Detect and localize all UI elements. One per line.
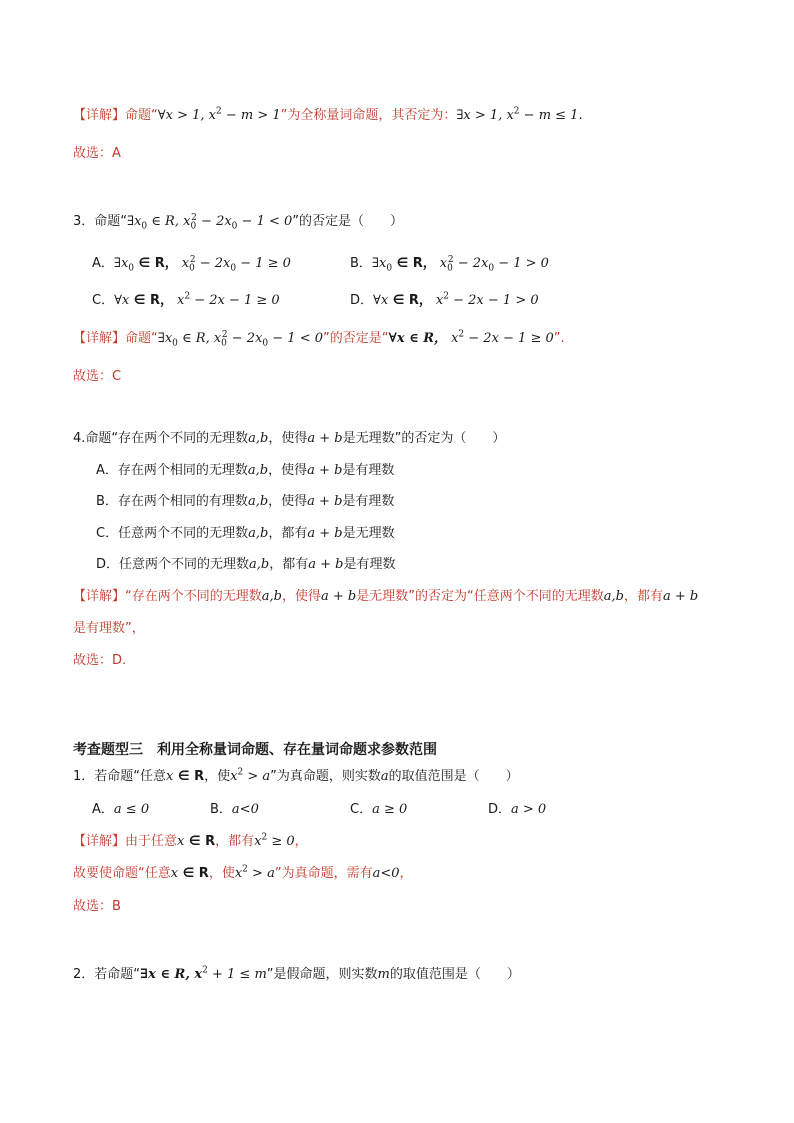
detail-line-s1 [73,106,583,126]
math-expr: ∃x [371,256,387,271]
detail-tag: 【详解】 [73,108,126,123]
math-expr: ∈ R， [129,293,173,308]
question-3-stem [73,212,403,232]
math-expr: a,b [247,494,269,509]
detail-line-p1 [73,832,308,852]
option-a[interactable] [96,461,394,481]
exponent: 2 [458,329,465,340]
math-expr: − 1 ≥ 0 [236,256,291,271]
subscript: 0 [447,263,453,274]
math-expr: − 2x [190,293,225,308]
math-expr: − m > 1 [221,108,281,123]
answer-s1: 故选：A [73,146,121,161]
stem-text: 的取值范围是（ ） [388,769,519,784]
exponent: 2 [242,864,248,875]
subscript: 0 [221,338,227,349]
option-c[interactable] [350,800,407,820]
detail-text: ”. [553,331,565,346]
detail-text: ”为真命题，需有 [274,866,373,881]
option-text: ，使得 [268,463,308,478]
answer-p1: 故选：B [73,899,121,914]
exponent: 2 [443,291,449,302]
math-expr: x [439,256,448,271]
option-label: A． [92,802,114,817]
detail-text: ”的否定是“ [323,331,389,346]
exponent: 2 [184,291,191,302]
detail-text: 命题“ [125,108,158,123]
math-expr: − 2x − 1 ≥ 0 [464,331,554,346]
math-expr: a,b [248,431,269,446]
math-expr: ∀x > 1, x [157,108,216,123]
math-expr: x [451,331,459,346]
detail-tag: 【详解】 [73,589,126,604]
math-expr: ∃x > 1, x [456,108,514,123]
option-label: C． [92,293,115,308]
math-expr: ∈ R， [134,256,178,271]
math-expr: a + b [321,589,357,604]
exponent: 2 [447,254,454,265]
math-expr: a,b [249,557,270,572]
option-d[interactable] [488,800,546,820]
stem-text: ”是假命题，则实数 [266,967,378,982]
option-label: A． [92,256,114,271]
stem-text: ，使得 [268,431,308,446]
option-label: B． [350,256,372,271]
exponent: 2 [215,106,222,117]
math-expr: − 1 > 0 [494,256,549,271]
math-expr: − 1 > 0 [483,293,539,308]
math-expr: x [234,866,243,881]
math-expr: ∈ R, x [177,331,222,346]
math-expr: − 2x [196,214,232,229]
stem-text: 的取值范围是（ ） [389,967,520,982]
option-b[interactable] [210,800,259,820]
math-expr: x [435,293,444,308]
exponent: 2 [202,965,208,976]
math-expr: ∃x [157,331,173,346]
detail-tag: 【详解】 [73,331,126,346]
math-expr: a<0 [372,866,400,881]
math-expr: > a [243,769,271,784]
stem-text: ”为真命题，则实数 [270,769,381,784]
subscript: 0 [230,263,237,274]
math-expr: a ≥ 0 [372,802,408,817]
math-expr: x [254,834,262,849]
detail-text: ， [294,834,308,849]
question-number: 2． [73,967,95,982]
detail-line-p1-cont [73,864,413,884]
option-text: 存在两个相同的无理数 [117,463,248,478]
detail-line-q3 [73,329,565,349]
math-expr: x [170,866,179,881]
exponent: 2 [191,212,197,223]
math-expr: − 1 < 0 [237,214,293,229]
option-d[interactable] [96,555,396,575]
detail-text: ，都有 [215,834,255,849]
option-b[interactable] [96,492,394,512]
option-c[interactable] [96,524,395,544]
math-expr: − 1 ≥ 0 [224,293,280,308]
math-expr: ∈ R, x [147,214,191,229]
math-expr: ∈ R [184,834,216,849]
math-expr: ∈ R [178,866,209,881]
stem-text: 命题“ [94,214,128,229]
math-expr: a + b [308,557,344,572]
stem-text: ”的否定是（ ） [292,214,404,229]
math-expr: − 2x [227,331,263,346]
option-label: D． [350,293,374,308]
question-number: 3． [73,214,95,229]
math-expr: a + b [307,463,343,478]
exponent: 2 [513,106,520,117]
math-expr: + 1 ≤ m [207,967,267,982]
stem-text: 是无理数”的否定为（ ） [342,431,506,446]
subscript: 0 [172,338,178,349]
option-text: ，使得 [268,494,308,509]
answer-q3: 故选：C [73,369,122,384]
detail-text: 命题“ [125,331,158,346]
math-expr: − 2x [453,256,489,271]
period: . [578,108,583,123]
option-label: C． [96,526,119,541]
detail-text: ，使得 [281,589,321,604]
stem-text: 4.命题“存在两个不同的无理数 [73,431,249,446]
subscript: 0 [189,263,195,274]
subscript: 0 [488,263,495,274]
detail-text: 故要使命题“任意 [73,866,171,881]
option-text: 存在两个相同的有理数 [117,494,248,509]
option-label: B． [96,494,118,509]
math-expr: a,b [261,589,282,604]
math-expr: x [166,769,174,784]
math-expr: a > 0 [511,802,547,817]
math-expr: a,b [248,526,269,541]
option-label: C． [350,802,373,817]
math-expr: x [230,769,238,784]
math-expr: a + b [662,589,699,604]
option-text: 是无理数 [342,526,395,541]
math-expr: a,b [247,463,269,478]
subscript: 0 [231,221,238,232]
detail-text: 由于任意 [125,834,178,849]
math-expr: ∈ R， [392,256,436,271]
math-expr: − 2x [195,256,231,271]
subscript: 0 [386,263,393,274]
math-expr: x [181,256,190,271]
subscript: 0 [190,221,197,232]
subscript: 0 [262,338,269,349]
math-expr: x [177,834,185,849]
section-heading: 考查题型三 利用全称量词命题、存在量词命题求参数范围 [73,742,437,758]
detail-text: “存在两个不同的无理数 [125,589,262,604]
math-expr: a + b [307,494,343,509]
stem-text: 若命题“ [94,967,141,982]
option-text: 任意两个不同的无理数 [119,557,250,572]
stem-text: 若命题“任意 [94,769,167,784]
option-a[interactable] [92,800,149,820]
math-expr: ∀x [114,293,130,308]
problem-1-stem [73,767,519,787]
math-expr: a,b [603,589,624,604]
math-expr: a ≤ 0 [113,802,150,817]
exponent: 2 [221,329,228,340]
option-text: 是有理数 [343,557,396,572]
math-expr: − m ≤ 1 [519,108,579,123]
math-expr: ∈ R [173,769,205,784]
subscript: 0 [141,221,148,232]
option-label: A． [96,463,118,478]
exponent: 2 [189,254,196,265]
option-b[interactable] [350,254,549,274]
math-expr: m [377,967,390,982]
option-text: 是有理数 [342,463,395,478]
math-expr: ∀x ∈ R， [388,331,448,346]
math-expr: ∈ R， [388,293,432,308]
detail-line-q4 [73,587,698,607]
detail-text: 是无理数”的否定为“任意两个不同的无理数 [356,589,604,604]
option-a[interactable] [92,254,291,274]
question-4-stem [73,429,505,449]
problem-2-stem [73,965,520,985]
math-expr: ∃x [113,256,129,271]
exponent: 2 [237,767,244,778]
detail-text: ， [399,866,413,881]
option-label: D． [488,802,512,817]
math-expr: a [380,769,389,784]
math-expr: ∃x ∈ R, x [140,967,203,982]
math-expr: − 2x [449,293,484,308]
stem-text: ，使 [204,769,231,784]
detail-text: ，使 [208,866,235,881]
math-expr: ∀x [373,293,389,308]
math-expr: x [176,293,185,308]
exponent: 2 [261,832,268,843]
option-d[interactable] [350,291,539,311]
option-text: 是有理数 [342,494,395,509]
detail-line-q4-cont: 是有理数”， [73,621,145,636]
math-expr: ≥ 0 [267,834,295,849]
math-expr: > a [247,866,275,881]
option-label: D． [96,557,120,572]
question-number: 1． [73,769,95,784]
detail-text: ，都有 [623,589,663,604]
option-text: ，都有 [268,526,308,541]
subscript: 0 [128,263,135,274]
option-label: B． [210,802,232,817]
option-c[interactable] [92,291,280,311]
detail-text: ”为全称量词命题，其否定为： [280,108,457,123]
option-text: ，都有 [269,557,309,572]
math-expr: − 1 < 0 [268,331,323,346]
answer-q4: 故选：D. [73,653,127,668]
math-expr: a + b [307,431,343,446]
math-expr: a + b [307,526,343,541]
math-expr: a<0 [231,802,259,817]
detail-tag: 【详解】 [73,834,126,849]
option-text: 任意两个不同的无理数 [118,526,249,541]
math-expr: ∃x [127,214,142,229]
